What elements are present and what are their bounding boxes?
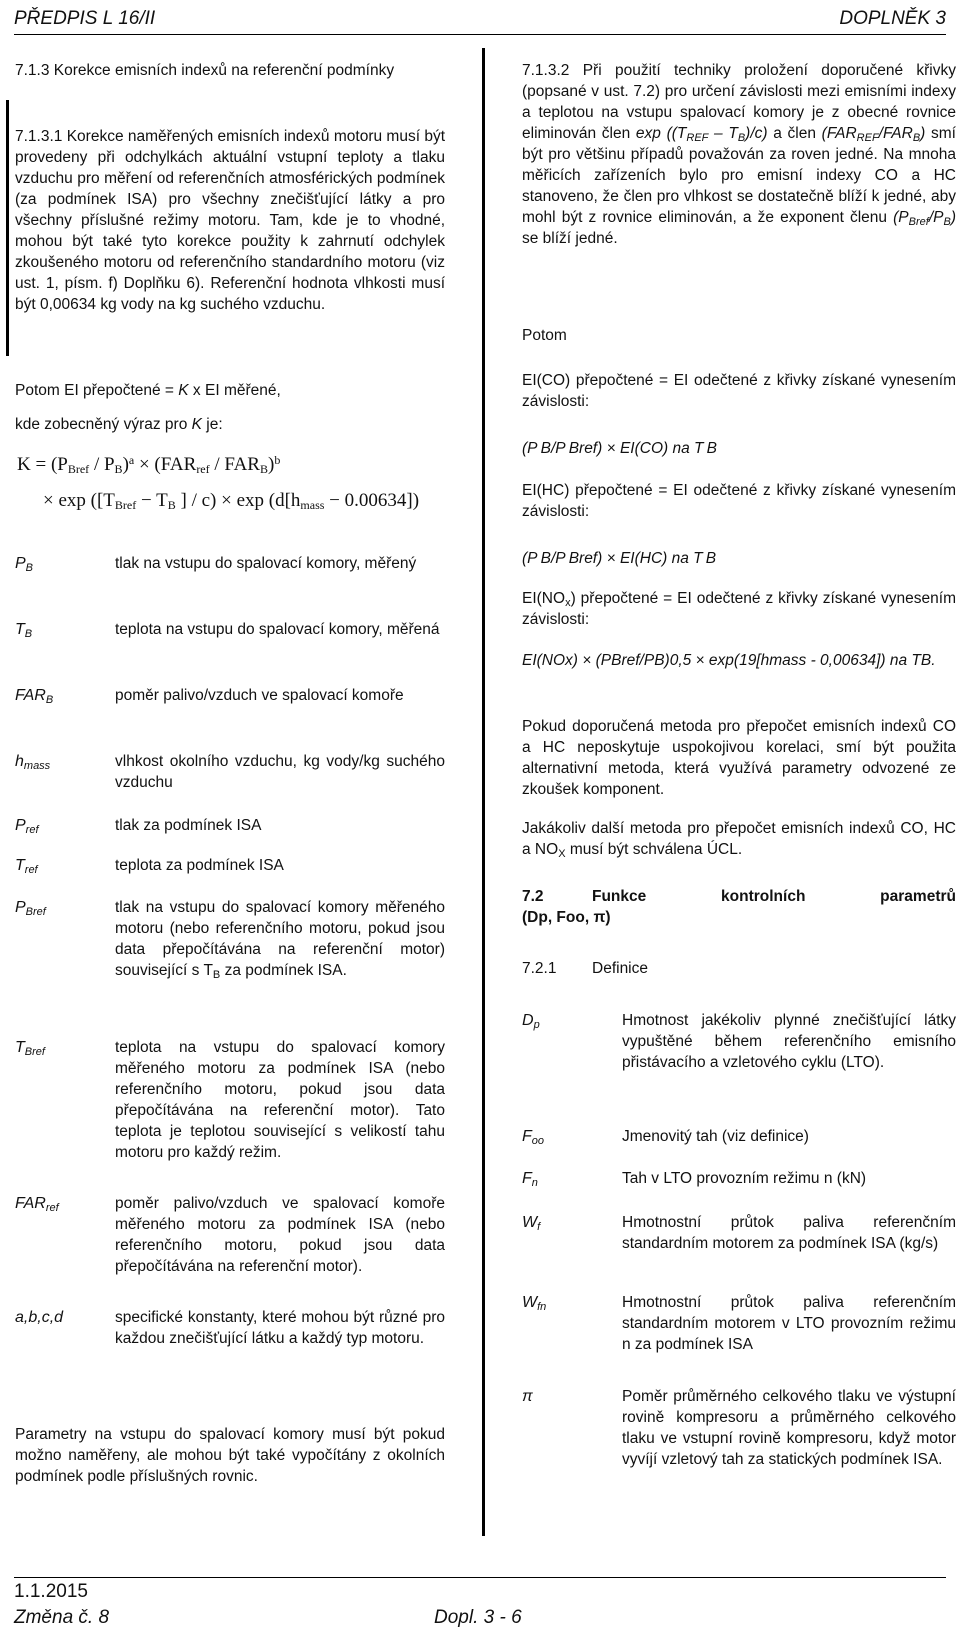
definition-symbol: $T_B$	[15, 621, 33, 640]
footer-page-number: Dopl. 3 - 6	[434, 1607, 522, 1628]
definition-symbol: $P_B$	[15, 555, 34, 574]
section-7-1-3-heading: 7.1.3 Korekce emisních indexů na referenční podmínky	[15, 62, 395, 79]
definition-text: tlak za podmínek ISA	[115, 817, 262, 834]
change-bar	[6, 100, 9, 356]
section-7-1-3-2-text: 7.1.3.2 Při použití techniky proložení doporučené křivky (popsané v ust. 7.2) pro určení závislosti mezi emisními indexy a teplotou na vstupu spalovací komory je z obecné rovnice eliminován člen $\exp ((T_{REF} - T_B)/c)$ a člen $(FAR_{REF}/FAR_B)$ smí být pro většinu případů považován za roven jedné. Na mnoha měřicích zařízeních bylo pro emisní indexy CO a HC stanoveno, že člen pro vlhkost se dostatečně blíží k jedné, aby mohl být z rovnice eliminován, a že exponent členu $(P_{Bref}/P_B)$ se blíží jedné.	[522, 62, 956, 247]
potom-label: Potom	[522, 327, 567, 344]
page-footer	[14, 1577, 946, 1628]
section-7-2-heading: 7.2 Funkce kontrolních parametrů (Dp, Foo, π)	[522, 888, 956, 926]
definition-text: vlhkost okolního vzduchu, kg vody/kg suchého vzduchu	[115, 753, 445, 791]
footer-change-number: Změna č. 8	[14, 1607, 110, 1628]
approval-paragraph: Jakákoliv další metoda pro přepočet emisních indexů CO, HC a $NO_X$ musí být schválena ÚCL.	[522, 820, 956, 860]
definition-text: teplota na vstupu do spalovací komory měřeného motoru za podmínek ISA (nebo referenčního motoru, pokud jsou data přepočítávána na referenční motor). Tato teplota je teplotou související s velikostí tahu motoru pro každý režim.	[115, 1039, 445, 1161]
definition-symbol: $W_f$	[522, 1214, 541, 1233]
potom-formula-line: Potom EI přepočtené = K x EI měřené,	[15, 382, 281, 399]
definition-symbol: $T_{Bref}$	[15, 1039, 45, 1058]
definition-symbol: $T_{ref}$	[15, 857, 38, 876]
definition-symbol: π	[522, 1388, 533, 1405]
definition-text: teplota na vstupu do spalovací komory, měřená	[115, 621, 440, 638]
header-appendix-label: DOPLNĚK 3	[839, 8, 946, 29]
definition-text: poměr palivo/vzduch ve spalovací komoře	[115, 687, 404, 704]
definition-symbol: a,b,c,d	[15, 1309, 64, 1326]
definition-text: Tah v LTO provozním režimu n (kN)	[622, 1170, 867, 1187]
section-7-2-1-heading: 7.2.1 Definice	[522, 960, 648, 977]
hc-expression: (P B/P Bref) × EI(HC) na T B	[522, 550, 717, 567]
k-formula-line-2: × $\exp ([T_{Bref} - T_B$ ] / $c) \times \exp (d[h_{mass} - 0.00634])$	[43, 490, 420, 512]
co-correction-text: EI(CO) přepočtené = EI odečtené z křivky získané vynesením závislosti:	[522, 372, 956, 410]
definition-text: Hmotnost jakékoliv plynné znečišťující látky vypuštěné během referenčního emisního přistávacího a vzletového cyklu (LTO).	[622, 1012, 956, 1071]
footer-date: 1.1.2015	[14, 1581, 88, 1602]
definition-text: tlak na vstupu do spalovací komory, měřený	[115, 555, 417, 572]
definition-text: tlak na vstupu do spalovací komory měřeného motoru (nebo referenčního motoru, pokud jsou data přepočítávána na referenční motor) související s $T_B$ za podmínek ISA.	[115, 899, 445, 981]
alternative-method-paragraph: Pokud doporučená metoda pro přepočet emisních indexů CO a HC neposkytuje uspokojivou korelaci, smí být použita alternativní metoda, která využívá parametry odvozené ze zkoušek komponent.	[522, 718, 956, 798]
kde-line: kde zobecněný výraz pro K je:	[15, 416, 223, 433]
header-document-title: PŘEDPIS L 16/II	[14, 8, 156, 29]
definition-text: Hmotnostní průtok paliva referenčním standardním motorem za podmínek ISA (kg/s)	[622, 1214, 956, 1252]
co-expression: (P B/P Bref) × EI(CO) na T B	[522, 440, 717, 457]
definition-symbol: $W_{fn}$	[522, 1294, 547, 1313]
definition-symbol: $h_{mass}$	[15, 753, 51, 772]
page-header	[14, 4, 946, 35]
definition-symbol: $D_p$	[522, 1012, 540, 1031]
definition-symbol: $P_{ref}$	[15, 817, 39, 836]
nox-expression: EI(NOx) × (PBref/PB)0,5 × exp(19[hmass - 0,00634]) na TB.	[522, 652, 936, 669]
definition-text: teplota za podmínek ISA	[115, 857, 284, 874]
hc-correction-text: EI(HC) přepočtené = EI odečtené z křivky získané vynesením závislosti:	[522, 482, 956, 520]
definition-text: Poměr průměrného celkového tlaku ve výstupní rovině kompresoru a průměrného celkového tlaku ve vstupní rovině kompresoru, když motor vyvíjí vzletový tah za statických podmínek ISA.	[622, 1388, 956, 1468]
definition-symbol: $FAR_B$	[15, 687, 54, 706]
definition-symbol: $F_{oo}$	[522, 1128, 545, 1147]
definition-symbol: $P_{Bref}$	[15, 899, 46, 918]
definition-text: Hmotnostní průtok paliva referenčním standardním motorem v LTO provozním režimu n za podmínek ISA	[622, 1294, 956, 1353]
closing-paragraph: Parametry na vstupu do spalovací komory musí být pokud možno naměřeny, ale mohou být také vypočítány z okolních podmínek podle příslušných rovnic.	[15, 1426, 445, 1485]
column-divider	[482, 48, 485, 1536]
k-formula-line-1: $K = (P_{Bref} / P_B)^a \times (FAR_{ref} / FAR_B)^b$	[17, 453, 281, 476]
definition-text: Jmenovitý tah (viz definice)	[622, 1128, 809, 1145]
definition-text: specifické konstanty, které mohou být různé pro každou znečišťující látku a každý typ motoru.	[115, 1309, 445, 1347]
definition-text: poměr palivo/vzduch ve spalovací komoře měřeného motoru za podmínek ISA (nebo referenčního motoru, pokud jsou data přepočítávána na referenční motor).	[115, 1195, 445, 1275]
definition-symbol: $F_n$	[522, 1170, 538, 1189]
definition-symbol: $FAR_{ref}$	[15, 1195, 59, 1214]
nox-correction-text: $EI(NO_x)$ přepočtené = EI odečtené z křivky získané vynesením závislosti:	[522, 590, 956, 628]
section-7-1-3-1-text: 7.1.3.1 Korekce naměřených emisních indexů motoru musí být provedeny při odchylkách aktuální vstupní teploty a tlaku vzduchu pro měření od referenčních atmosférických podmínek (za podmínek ISA) pro všechny znečišťující látky a pro všechny příslušné režimy motoru. Tam, kde je to vhodné, mohou být také tyto korekce použity k zahrnutí odchylek zkoušeného motoru od referenčního standardního motoru (viz ust. 1, písm. f) Doplňku 6). Referenční hodnota vlhkosti musí být 0,00634 kg vody na kg suchého vzduchu.	[15, 128, 445, 313]
